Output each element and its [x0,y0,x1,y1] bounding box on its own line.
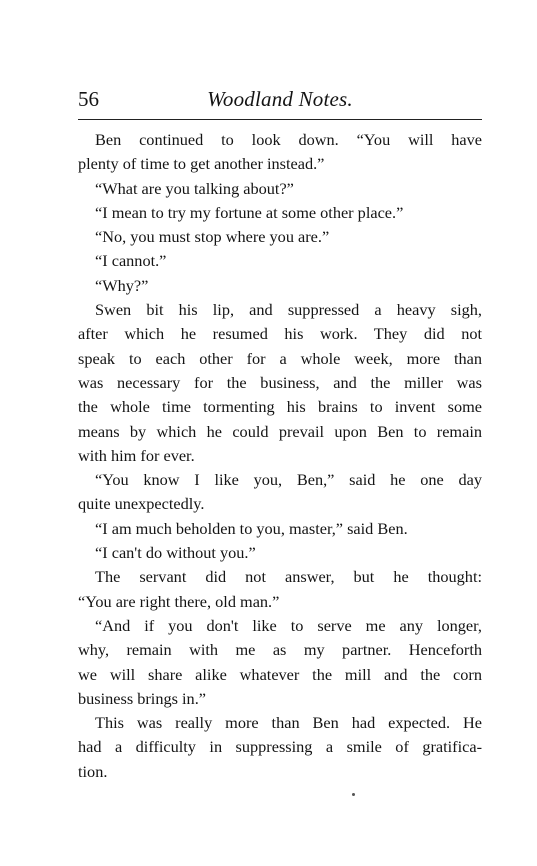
text-line: had a difficulty in suppressing a smile of gratifica- [78,737,482,757]
text-line: This was really more than Ben had expected. He [95,713,482,733]
text-line: quite unexpectedly. [78,494,205,514]
text-line: after which he resumed his work. They did not [78,324,482,344]
text-line: The servant did not answer, but he thought: [95,567,482,587]
text-line: we will share alike whatever the mill and the corn [78,664,482,684]
text-line: “You are right there, old man.” [78,591,280,611]
header-rule [78,119,482,120]
text-line: business brings in.” [78,688,206,708]
page-header [78,86,482,112]
text-line: “I can't do without you.” [95,543,256,563]
page-number: 56 [78,87,99,111]
text-line: tion. [78,761,108,781]
text-line: plenty of time to get another instead.” [78,154,325,174]
text-line: with him for ever. [78,445,195,465]
running-title: Woodland Notes. [207,87,353,111]
text-line: “Why?” [95,275,149,295]
text-line: speak to each other for a whole week, more than [78,348,482,368]
text-line: Swen bit his lip, and suppressed a heavy sigh, [95,300,482,320]
text-line: “You know I like you, Ben,” said he one day [95,470,482,490]
body-text [78,128,482,784]
text-line: “I am much beholden to you, master,” said Ben. [95,518,408,538]
text-line: the whole time tormenting his brains to invent some [78,397,482,417]
ink-speck [352,793,355,796]
text-line: “And if you don't like to serve me any longer, [95,615,482,635]
text-line: Ben continued to look down. “You will have [95,130,482,149]
text-line: “I mean to try my fortune at some other place.” [95,202,404,222]
text-line: was necessary for the business, and the miller was [78,372,482,392]
text-line: “I cannot.” [95,251,167,271]
text-line: “No, you must stop where you are.” [95,227,330,247]
text-line: why, remain with me as my partner. Henceforth [78,640,482,660]
text-line: means by which he could prevail upon Ben to remain [78,421,482,441]
text-line: “What are you talking about?” [95,178,294,198]
